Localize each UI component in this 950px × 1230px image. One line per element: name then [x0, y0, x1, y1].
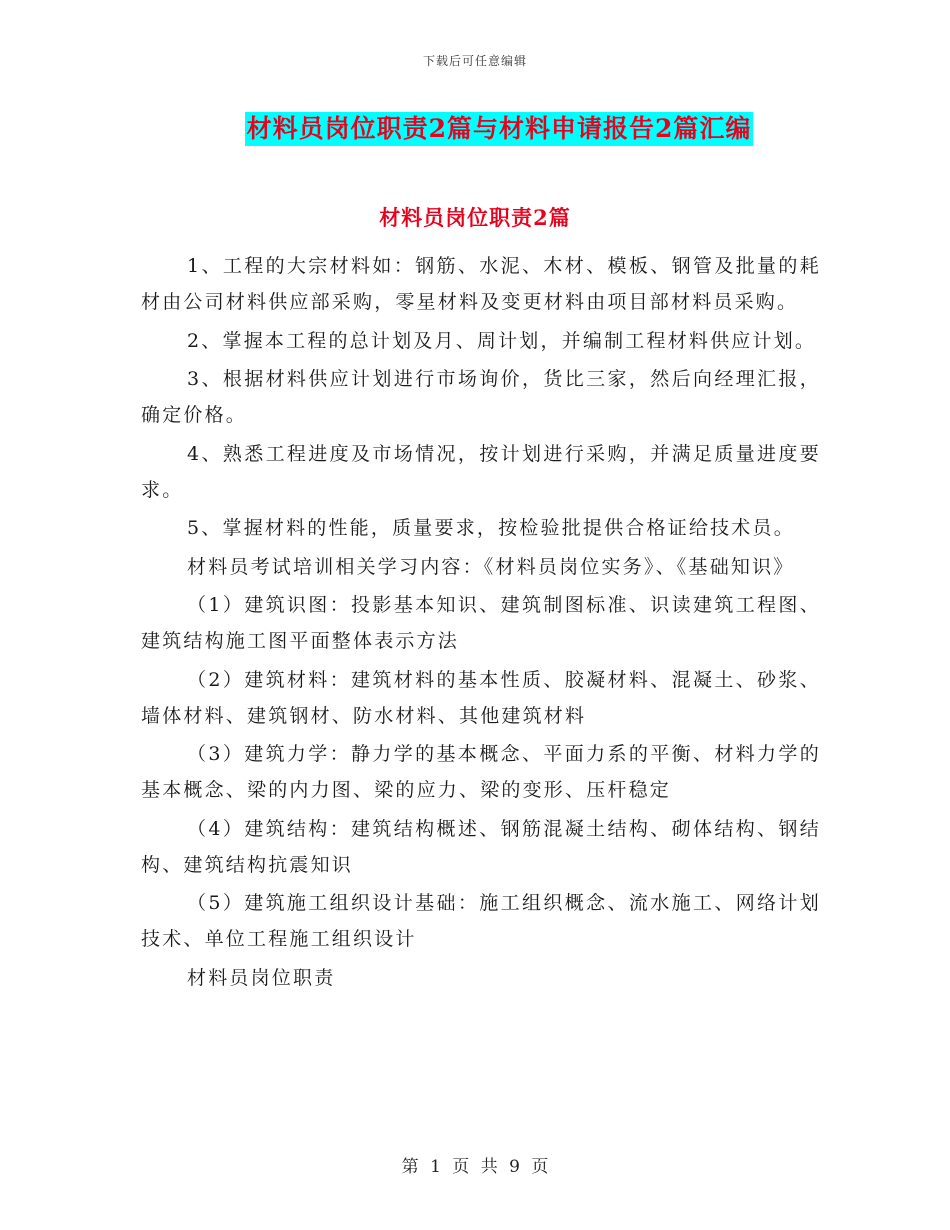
paragraph: 4、熟悉工程进度及市场情况，按计划进行采购，并满足质量进度要求。 — [141, 442, 821, 501]
paragraph: （3）建筑力学：静力学的基本概念、平面力系的平衡、材料力学的基本概念、梁的内力图、梁的应力、梁的变形、压杆稳定 — [141, 743, 821, 801]
paragraph: 2、掌握本工程的总计划及月、周计划，并编制工程材料供应计划。 — [187, 329, 817, 352]
paragraph: 材料员岗位职责 — [187, 966, 336, 989]
paragraph: 3、根据材料供应计划进行市场询价，货比三家，然后向经理汇报，确定价格。 — [141, 368, 821, 426]
paragraph: 材料员考试培训相关学习内容：《材料员岗位实务》、《基础知识》 — [187, 555, 795, 578]
document-title-text: 材料员岗位职责2篇与材料申请报告2篇汇编 — [245, 112, 754, 146]
section-title: 材料员岗位职责2篇 — [379, 205, 571, 230]
paragraph: （5）建筑施工组织设计基础：施工组织概念、流水施工、网络计划技术、单位工程施工组织设计 — [141, 892, 821, 950]
paragraph: 5、掌握材料的性能，质量要求，按检验批提供合格证给技术员。 — [187, 517, 795, 539]
page-header-note: 下载后可任意编辑 — [422, 54, 527, 68]
paragraph: （1）建筑识图：投影基本知识、建筑制图标准、识读建筑工程图、建筑结构施工图平面整体表示方法 — [141, 594, 821, 652]
document-body — [141, 248, 821, 998]
page-number: 第 1 页 共 9 页 — [401, 1157, 549, 1177]
paragraph: （4）建筑结构：建筑结构概述、钢筋混凝土结构、砌体结构、钢结构、建筑结构抗震知识 — [141, 817, 821, 876]
paragraph: （2）建筑材料：建筑材料的基本性质、胶凝材料、混凝土、砂浆、墙体材料、建筑钢材、防水材料、其他建筑材料 — [141, 668, 821, 727]
document-title — [0, 112, 950, 146]
paragraph: 1、工程的大宗材料如：钢筋、水泥、木材、模板、钢管及批量的耗材由公司材料供应部采购，零星材料及变更材料由项目部材料员采购。 — [141, 255, 821, 313]
